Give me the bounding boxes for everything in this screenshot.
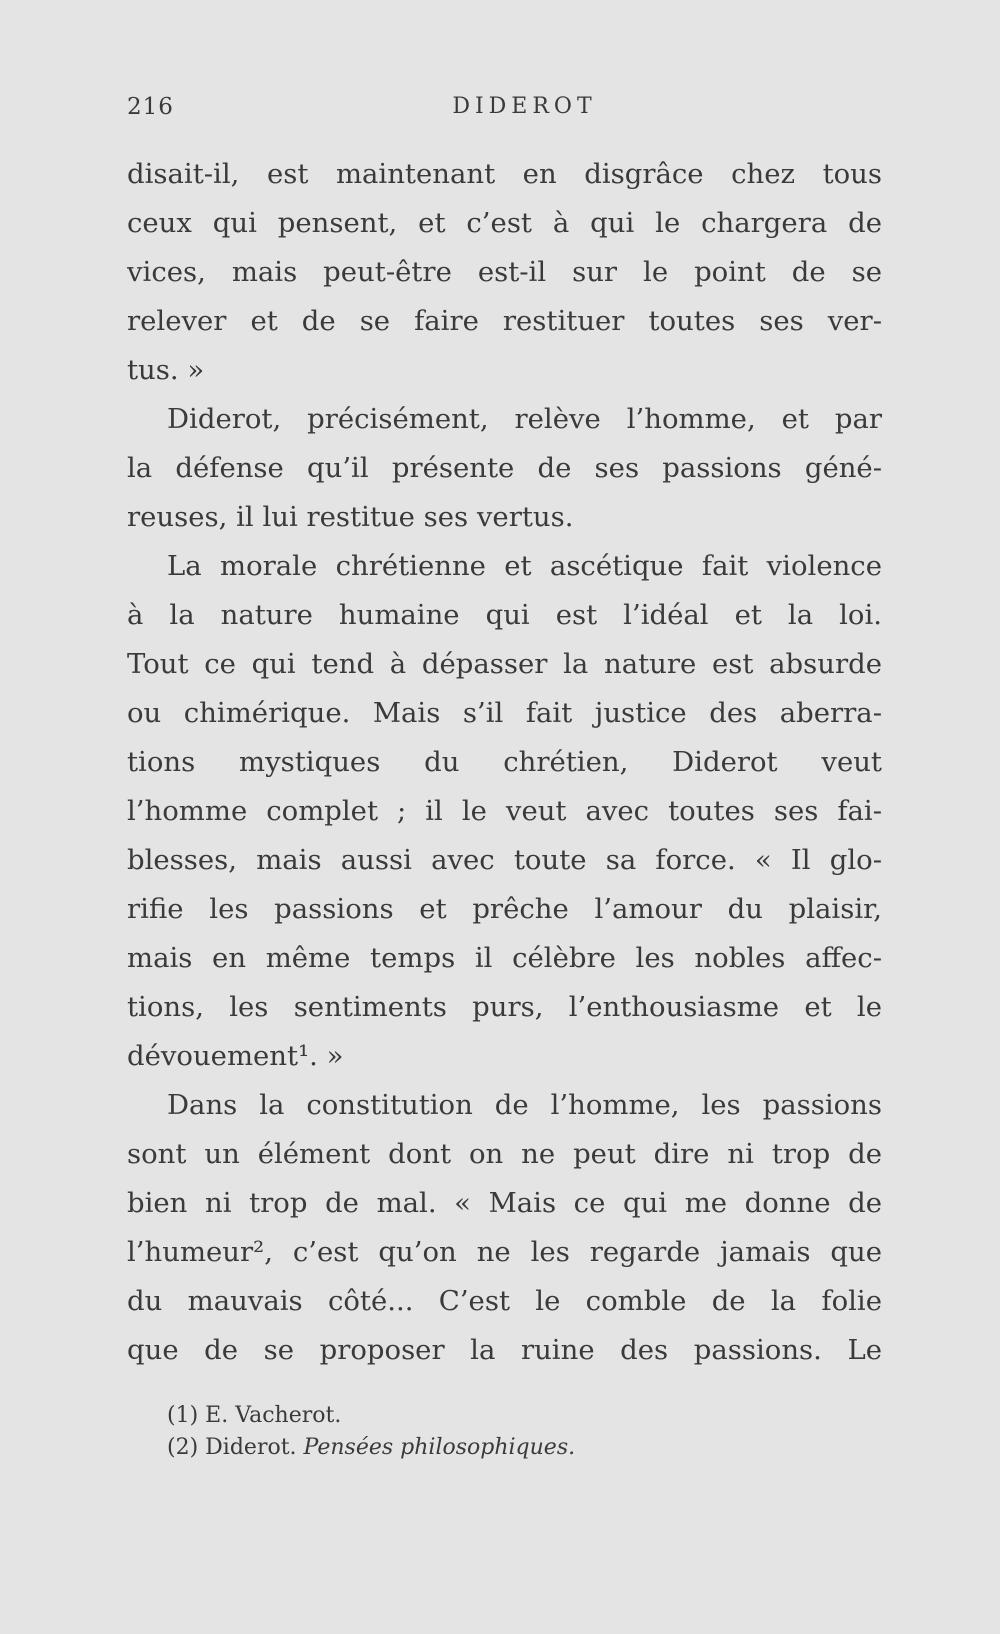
text-line: Tout ce qui tend à dépasser la nature est absurde bbox=[127, 648, 882, 680]
text-line: l’humeur², c’est qu’on ne les regarde jamais que bbox=[127, 1236, 882, 1268]
page-header bbox=[127, 94, 882, 134]
text-line: disait-il, est maintenant en disgrâce chez tous bbox=[127, 158, 882, 190]
text-line: blesses, mais aussi avec toute sa force. « Il glo- bbox=[127, 844, 882, 876]
text-line: sont un élément dont on ne peut dire ni trop de bbox=[127, 1138, 882, 1170]
text-line: la défense qu’il présente de ses passions géné- bbox=[127, 452, 882, 484]
footnote-title: Pensées philosophiques. bbox=[303, 1435, 576, 1460]
footnote-marker: (2) bbox=[167, 1435, 199, 1460]
text-line: tions, les sentiments purs, l’enthousiasme et le bbox=[127, 991, 882, 1023]
text-line: vices, mais peut-être est-il sur le point de se bbox=[127, 256, 882, 288]
footnote-1 bbox=[167, 1400, 867, 1432]
text-line: tions mystiques du chrétien, Diderot veut bbox=[127, 746, 882, 778]
footnotes bbox=[167, 1400, 867, 1464]
text-line: tus. » bbox=[127, 354, 205, 386]
text-line: relever et de se faire restituer toutes ses ver- bbox=[127, 305, 882, 337]
text-line: ou chimérique. Mais s’il fait justice des aberra- bbox=[127, 697, 882, 729]
footnote-2 bbox=[167, 1432, 867, 1464]
text-line: Diderot, précisément, relève l’homme, et par bbox=[167, 403, 882, 435]
text-line: dévouement¹. » bbox=[127, 1040, 344, 1072]
text-line: reuses, il lui restitue ses vertus. bbox=[127, 501, 574, 533]
text-line: mais en même temps il célèbre les nobles affec- bbox=[127, 942, 882, 974]
text-line: Dans la constitution de l’homme, les passions bbox=[167, 1089, 882, 1121]
body-text bbox=[127, 150, 882, 1375]
text-line: rifie les passions et prêche l’amour du plaisir, bbox=[127, 893, 882, 925]
text-line: ceux qui pensent, et c’est à qui le chargera de bbox=[127, 207, 882, 239]
footnote-text: E. Vacherot. bbox=[205, 1403, 342, 1428]
text-line: l’homme complet ; il le veut avec toutes ses fai- bbox=[127, 795, 882, 827]
text-line: à la nature humaine qui est l’idéal et la loi. bbox=[127, 599, 882, 631]
footnote-marker: (1) bbox=[167, 1403, 199, 1428]
footnote-text: Diderot. bbox=[205, 1435, 297, 1460]
page-number: 216 bbox=[127, 94, 174, 120]
text-line: du mauvais côté... C’est le comble de la folie bbox=[127, 1285, 882, 1317]
running-head: DIDEROT bbox=[452, 94, 597, 119]
text-line: bien ni trop de mal. « Mais ce qui me donne de bbox=[127, 1187, 882, 1219]
text-line: que de se proposer la ruine des passions. Le bbox=[127, 1334, 882, 1366]
text-line: La morale chrétienne et ascétique fait violence bbox=[167, 550, 882, 582]
